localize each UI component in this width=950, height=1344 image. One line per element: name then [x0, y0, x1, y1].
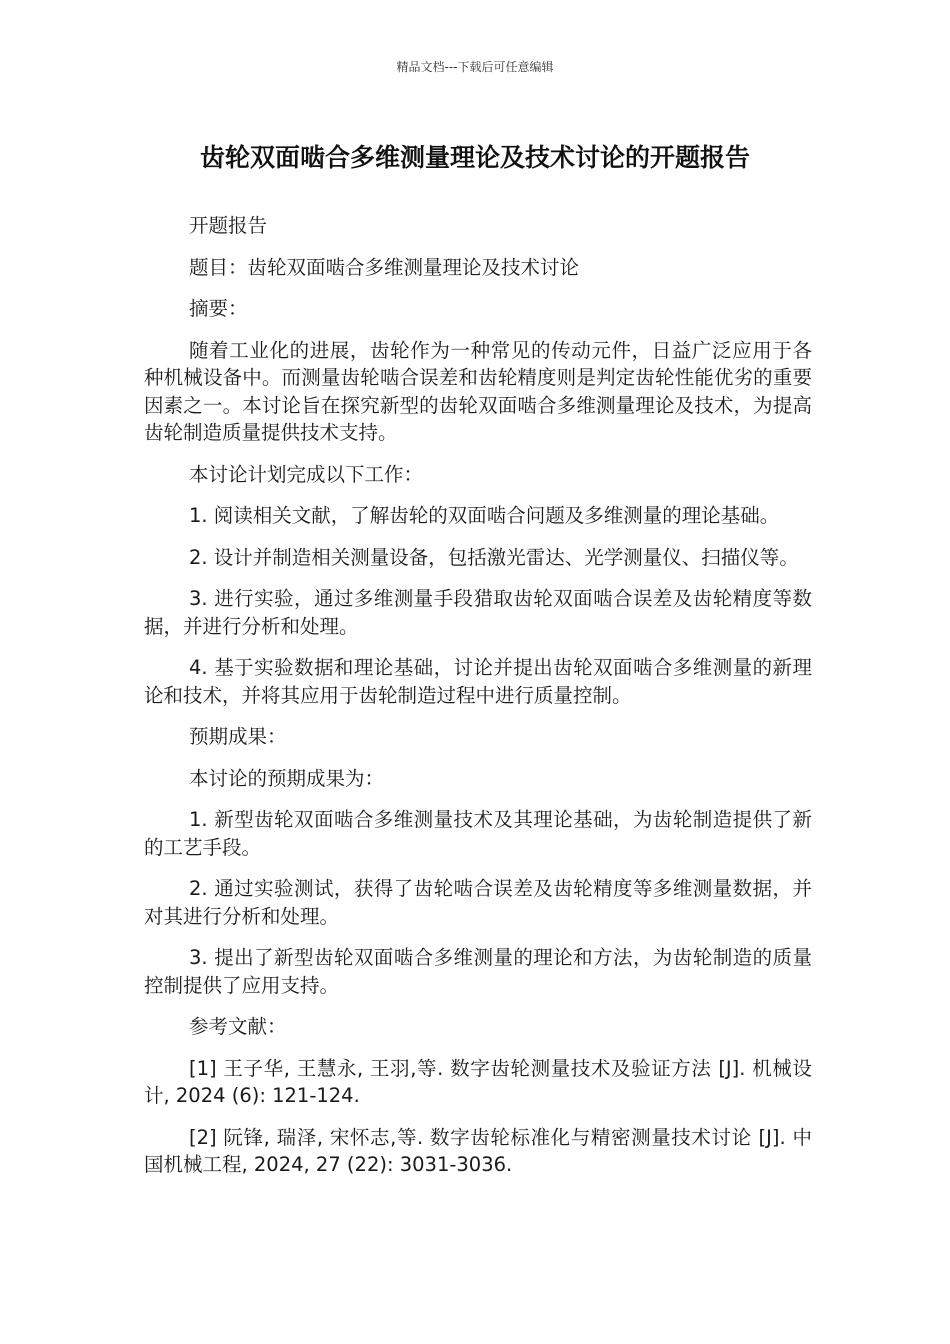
- document-body: [144, 212, 812, 1193]
- expected-result-item: 1. 新型齿轮双面啮合多维测量技术及其理论基础，为齿轮制造提供了新的工艺手段。: [144, 808, 812, 859]
- reference-item: [1] 王子华, 王慧永, 王羽,等. 数字齿轮测量技术及验证方法 [J]. 机械设计, 2024 (6): 121-124.: [144, 1056, 812, 1107]
- reference-item: [2] 阮锋, 瑞泽, 宋怀志,等. 数字齿轮标准化与精密测量技术讨论 [J]. 中国机械工程, 2024, 27 (22): 3031-3036.: [144, 1125, 812, 1176]
- expected-results-intro: 本讨论的预期成果为：: [189, 766, 385, 790]
- header-note: 精品文档---下载后可任意编辑: [396, 60, 554, 74]
- work-plan-item: 3. 进行实验，通过多维测量手段猎取齿轮双面啮合误差及齿轮精度等数据，并进行分析和处理。: [144, 587, 812, 638]
- expected-result-item: 2. 通过实验测试，获得了齿轮啮合误差及齿轮精度等多维测量数据，并对其进行分析和处理。: [144, 877, 812, 928]
- section-label-abstract: 摘要：: [189, 297, 248, 320]
- topic-line: 题目：齿轮双面啮合多维测量理论及技术讨论: [189, 255, 580, 279]
- document-title: 齿轮双面啮合多维测量理论及技术讨论的开题报告: [199, 143, 750, 172]
- work-plan-item: 4. 基于实验数据和理论基础，讨论并提出齿轮双面啮合多维测量的新理论和技术，并将其应用于齿轮制造过程中进行质量控制。: [144, 656, 812, 707]
- work-plan-item: 2. 设计并制造相关测量设备，包括激光雷达、光学测量仪、扫描仪等。: [189, 545, 799, 569]
- section-label-report: 开题报告: [189, 214, 268, 237]
- work-plan-item: 1. 阅读相关文献，了解齿轮的双面啮合问题及多维测量的理论基础。: [189, 504, 780, 527]
- section-label-expected-results: 预期成果：: [189, 725, 287, 748]
- abstract-paragraph: 随着工业化的进展，齿轮作为一种常见的传动元件，日益广泛应用于各种机械设备中。而测量齿轮啮合误差和齿轮精度则是判定齿轮性能优劣的重要因素之一。本讨论旨在探究新型的齿轮双面啮合多维测量理论及技术，为提高齿轮制造质量提供技术支持。: [144, 338, 812, 444]
- section-label-references: 参考文献：: [189, 1015, 287, 1038]
- work-plan-intro: 本讨论计划完成以下工作：: [189, 462, 424, 486]
- expected-result-item: 3. 提出了新型齿轮双面啮合多维测量的理论和方法，为齿轮制造的质量控制提供了应用支持。: [144, 946, 812, 997]
